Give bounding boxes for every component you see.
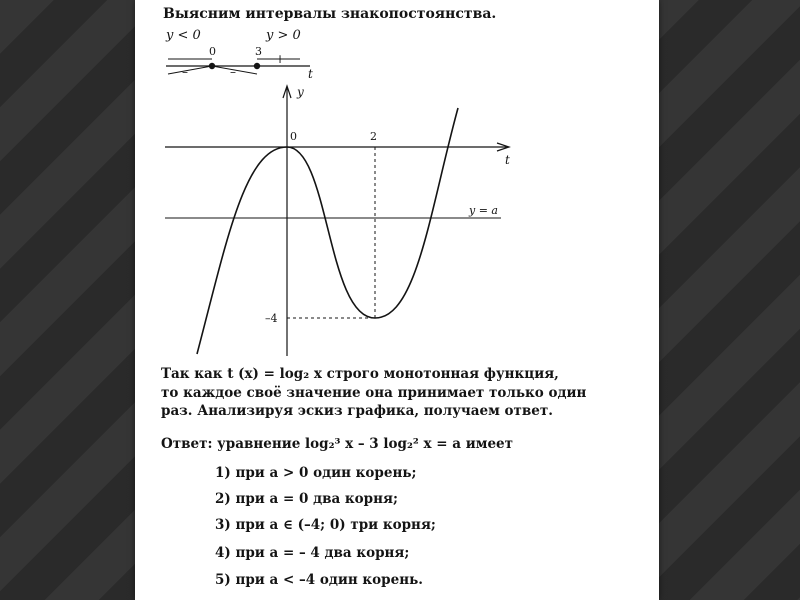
origin-label: 0 xyxy=(290,130,297,143)
y-tick-minus-4-label: –4 xyxy=(265,312,278,325)
point-0 xyxy=(209,63,215,69)
heading: Выясним интервалы знакопостоянства. xyxy=(163,6,497,22)
document-page xyxy=(135,0,659,600)
tick-3-label: 3 xyxy=(255,45,262,58)
answer-item-1: 1) при a > 0 один корень; xyxy=(215,465,417,481)
minus-sign-1: – xyxy=(182,65,188,79)
cubic-curve xyxy=(197,108,458,354)
x-tick-2-label: 2 xyxy=(370,130,377,143)
tick-0-label: 0 xyxy=(209,45,216,58)
neg-label: y < 0 xyxy=(166,28,201,43)
function-graph xyxy=(135,80,659,360)
line-y-equals-a-label: y = a xyxy=(469,204,498,217)
paragraph-line-3: раз. Анализируя эскиз графика, получаем ответ. xyxy=(161,403,553,419)
y-axis-label: y xyxy=(297,85,304,99)
pos-label: y > 0 xyxy=(266,28,301,43)
answer-item-2: 2) при a = 0 два корня; xyxy=(215,491,398,507)
sign-chart xyxy=(160,24,360,84)
answer-item-5: 5) при a < –4 один корень. xyxy=(215,572,423,588)
sign-axis-label: t xyxy=(308,67,313,81)
paragraph-line-1: Так как t (x) = log₂ x строго монотонная функция, xyxy=(161,366,559,382)
plus-sign: + xyxy=(275,52,286,66)
paragraph-line-2: то каждое своё значение она принимает только один xyxy=(161,385,587,401)
point-3 xyxy=(254,63,260,69)
answer-item-4: 4) при a = – 4 два корня; xyxy=(215,545,410,561)
answer-intro: Ответ: уравнение log₂³ x – 3 log₂² x = a имеет xyxy=(161,436,513,452)
t-axis-label: t xyxy=(505,153,510,167)
minus-sign-2: – xyxy=(230,65,236,79)
answer-item-3: 3) при a ∈ (–4; 0) три корня; xyxy=(215,517,436,533)
